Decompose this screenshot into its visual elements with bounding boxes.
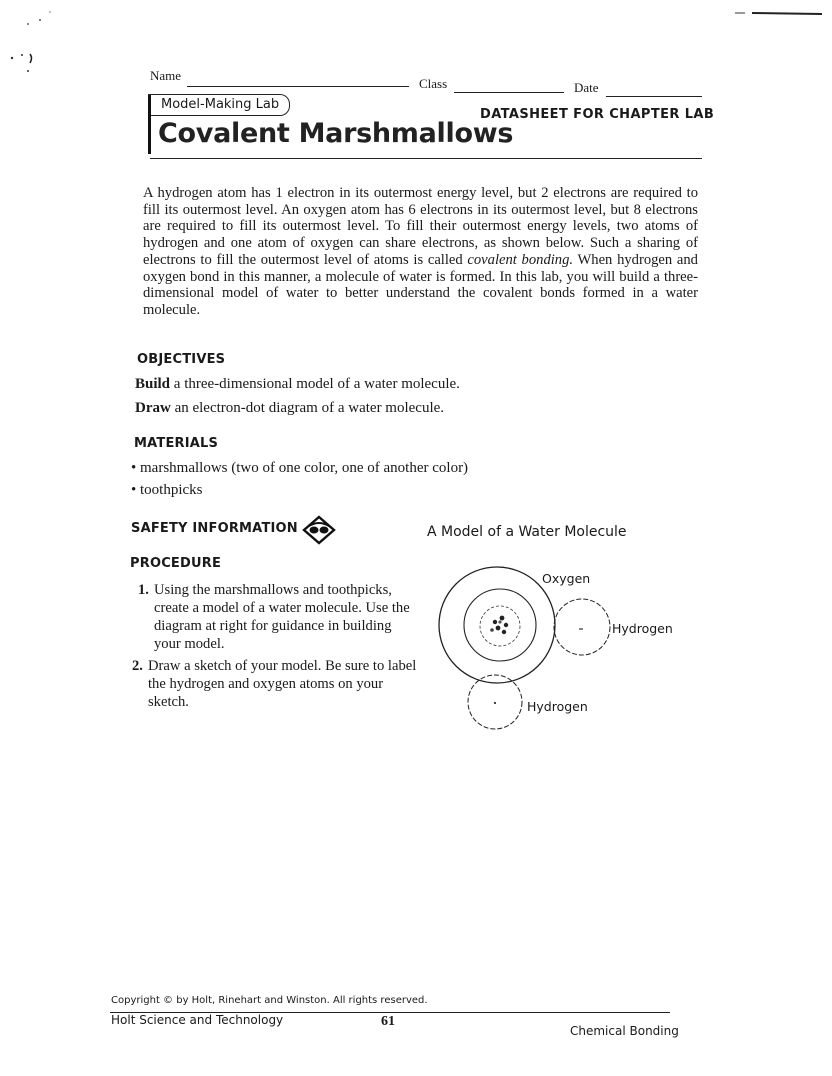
date-label: Date [574, 80, 599, 95]
hydrogen-right-label: Hydrogen [612, 621, 673, 636]
class-label: Class [419, 76, 448, 91]
oxygen-outer-shell [439, 567, 555, 683]
oxygen-inner-shell [464, 589, 536, 661]
materials-heading: MATERIALS [134, 436, 219, 451]
procedure-step [132, 581, 417, 653]
objective-verb: Build [135, 376, 171, 392]
oxygen-nucleus-particles [490, 616, 508, 635]
step-text: Using the marshmallows and toothpicks, create a model of a water molecule. Use the diagram at right for guidance in building your model. [154, 582, 410, 652]
step-text: Draw a sketch of your model. Be sure to label the hydrogen and oxygen atoms on your sketch. [148, 658, 417, 710]
scan-artifacts [0, 0, 832, 90]
figure-title: A Model of a Water Molecule [427, 524, 627, 540]
oxygen-nucleus [480, 606, 520, 646]
intro-text-2: When hydrogen and oxygen bond in this manner, a molecule of water is formed. In this lab, you will build a three-dimensional model of water to better understand the covalent bonds formed in a water molecule. [143, 251, 698, 318]
intro-paragraph [143, 185, 698, 319]
date-line[interactable] [606, 96, 702, 97]
objective-item [135, 400, 444, 417]
page-number: 61 [381, 1014, 395, 1029]
safety-goggles-icon [301, 515, 337, 545]
intro-text-1: A hydrogen atom has 1 electron in its outermost energy level, but 2 electrons are required to fill its outermost level. An oxygen atom has 6 electrons in its outermost level, but 8 electrons are required to fill its outermost level. To fill their outermost energy levels, two atoms of hydrogen and one atom of oxygen can share electrons, as shown below. Such a sharing of electrons to fill the outermost level of atoms is called [143, 185, 698, 268]
hydrogen-right-atom [554, 599, 610, 655]
intro-term: covalent bonding. [467, 251, 574, 268]
hydrogen-bottom-label: Hydrogen [527, 699, 588, 714]
procedure-step [132, 657, 417, 711]
datasheet-label: DATASHEET FOR CHAPTER LAB [480, 107, 715, 122]
procedure-steps [132, 581, 417, 711]
objective-verb: Draw [135, 400, 171, 416]
copyright-notice: Copyright © by Holt, Rinehart and Winston. All rights reserved. [111, 995, 428, 1006]
oxygen-label: Oxygen [542, 571, 591, 586]
title-rule [150, 158, 702, 159]
material-item: • toothpicks [131, 482, 203, 498]
material-item: • marshmallows (two of one color, one of another color) [131, 460, 469, 476]
objective-item [135, 376, 460, 393]
safety-heading: SAFETY INFORMATION [131, 521, 298, 536]
hydrogen-bottom-nucleus [494, 702, 496, 704]
step-number: 1. [138, 582, 149, 598]
class-line[interactable] [454, 92, 564, 93]
procedure-heading: PROCEDURE [130, 556, 222, 571]
objective-text: a three-dimensional model of a water molecule. [170, 376, 460, 392]
title-accent-bar [148, 114, 151, 154]
book-title: Holt Science and Technology [111, 1013, 284, 1027]
step-number: 2. [132, 658, 143, 674]
name-line[interactable] [187, 86, 409, 87]
lab-type-tag: Model-Making Lab [148, 94, 290, 116]
page-title: Covalent Marshmallows [158, 118, 514, 149]
objective-text: an electron-dot diagram of a water molecule. [170, 400, 445, 416]
chapter-name: Chemical Bonding [570, 1024, 679, 1038]
objectives-heading: OBJECTIVES [137, 352, 226, 367]
name-label: Name [150, 68, 182, 83]
